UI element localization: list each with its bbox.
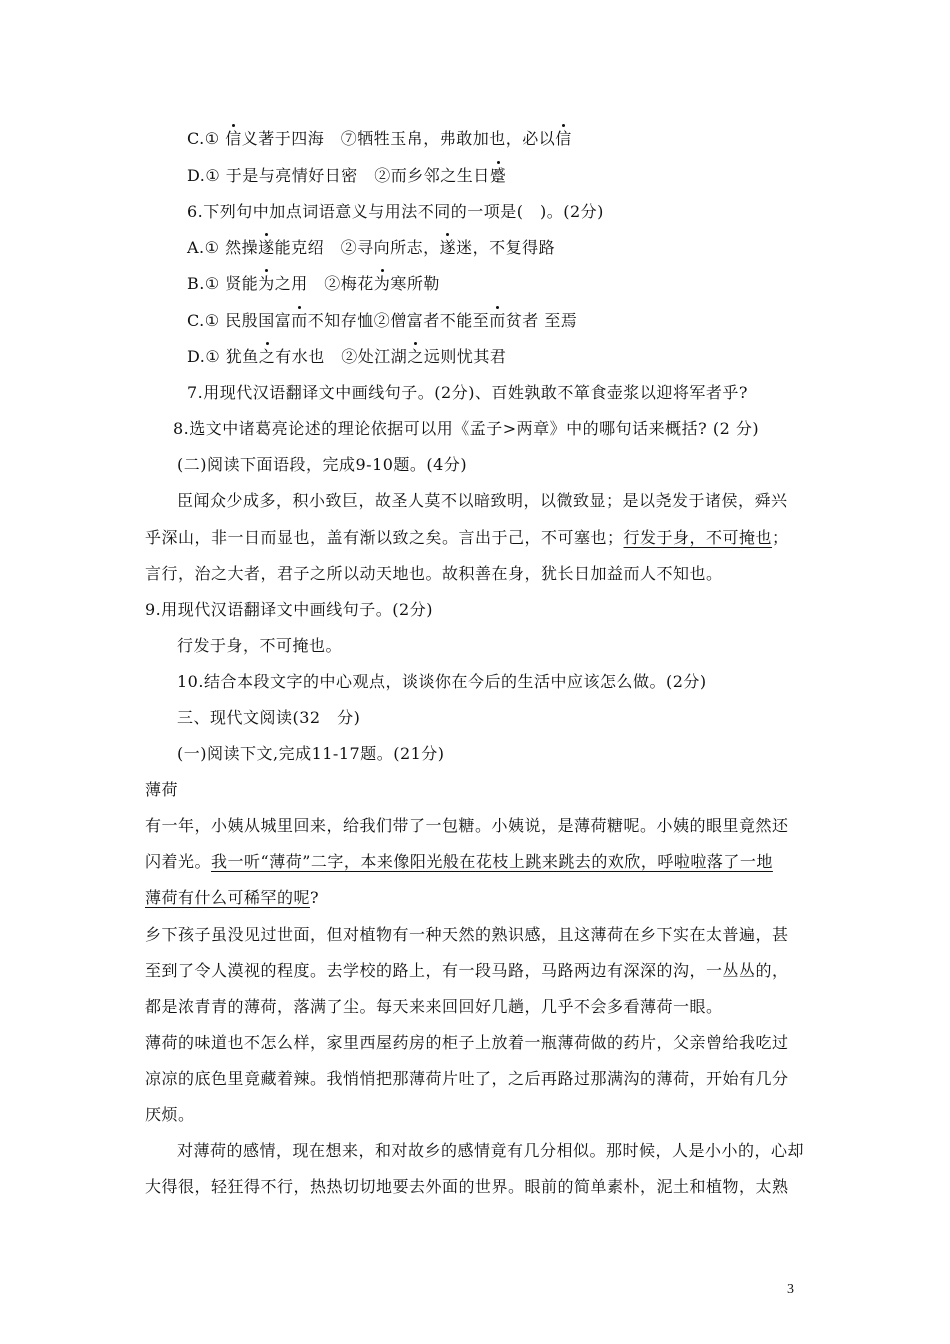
line-text: 8.选文中诸葛亮论述的理论依据可以用《孟子>两章》中的哪句话来概括? (2 分) (173, 419, 760, 438)
line-text: 厌烦。 (145, 1105, 195, 1124)
option-d-line (187, 165, 506, 187)
dotted-char: 之 (258, 347, 276, 366)
article-line (145, 851, 773, 873)
question-10 (177, 671, 707, 693)
article-line (145, 1176, 789, 1198)
option-c-line (187, 128, 572, 150)
article-line (145, 996, 723, 1018)
line-text: 乎深山，非一日而显也，盖有渐以致之矣。言出于己，不可塞也； (145, 528, 624, 547)
question-8 (173, 418, 759, 440)
line-text: (二)阅读下面语段，完成9-10题。(4分) (177, 455, 468, 474)
section-2-heading (177, 454, 467, 476)
line-text: 不知存恤②僧富者不能至 (307, 311, 490, 330)
line-text: 贫者 至焉 (505, 311, 578, 330)
line-text: 臣闻众少成多，积小致巨，故圣人莫不以暗致明，以微致显；是以尧发于诸侯，舜兴 (177, 491, 788, 510)
line-text: 言行，治之大者，君子之所以动天地也。故积善在身，犹长日加益而人不知也。 (145, 564, 723, 583)
dotted-char: 为 (373, 274, 391, 293)
line-text: 之用 ②梅花 (274, 274, 374, 293)
line-text: 7.用现代汉语翻译文中画线句子。(2分)、百姓孰敢不箪食壶浆以迎将军者乎? (187, 383, 749, 402)
q6-option-d (187, 346, 506, 368)
passage-line (145, 527, 789, 549)
dotted-char: 遂 (439, 238, 457, 257)
line-text: 乡下孩子虽没见过世面，但对植物有一种天然的熟识感，且这薄荷在乡下实在太普遍，甚 (145, 925, 789, 944)
passage-line (145, 563, 723, 585)
page-number: 3 (787, 1282, 794, 1297)
line-text: 凉凉的底色里竟藏着辣。我悄悄把那薄荷片吐了，之后再路过那满沟的薄荷，开始有几分 (145, 1069, 789, 1088)
line-text: 三、现代文阅读(32 分) (177, 708, 361, 727)
line-text: D.① 犹鱼 (187, 347, 259, 366)
dotted-char: 而 (489, 311, 506, 330)
line-text: 大得很，轻狂得不行，热热切切地要去外面的世界。眼前的简单素朴，泥土和植物，太熟 (145, 1177, 789, 1196)
line-text: 对薄荷的感情，现在想来，和对故乡的感情竟有几分相似。那时候，人是小小的，心却 (177, 1141, 805, 1160)
dotted-char: 信 (225, 129, 242, 148)
line-text: C.① 民殷国富 (187, 311, 292, 330)
line-text: 远则忧其君 (423, 347, 507, 366)
passage-line (177, 490, 788, 512)
line-text: 9.用现代汉语翻译文中画线句子。(2分) (145, 600, 433, 619)
q6-option-b (187, 273, 440, 295)
dotted-char: 蹙 (489, 166, 507, 185)
dotted-char: 之 (407, 347, 424, 366)
line-text: 薄荷的味道也不怎么样，家里西屋药房的柜子上放着一瓶薄荷做的药片，父亲曾给我吃过 (145, 1033, 789, 1052)
dotted-char: 而 (291, 311, 308, 330)
article-title (145, 779, 178, 801)
line-text: (一)阅读下文,完成11-17题。(21分) (177, 744, 445, 763)
line-text: 至到了令人漠视的程度。去学校的路上，有一段马路，马路两边有深深的沟，一丛丛的， (145, 961, 789, 980)
line-text: 薄荷 (145, 780, 179, 799)
line-text: 有水也 ②处江湖 (275, 347, 408, 366)
question-6 (187, 201, 604, 223)
article-line (145, 1104, 195, 1126)
question-9 (145, 599, 433, 621)
line-text: 行发于身，不可掩也。 (177, 636, 343, 655)
line-text: D.① 于是与亮情好日密 ②而乡邻之生日 (187, 166, 490, 185)
line-text: 6.下列句中加点词语意义与用法不同的一项是( )。(2分) (187, 202, 604, 221)
q6-option-c (187, 310, 577, 332)
underlined-sentence: 薄荷有什么可稀罕的呢 (145, 888, 311, 907)
article-line (145, 815, 789, 837)
article-line (145, 1032, 789, 1054)
line-text: 迷，不复得路 (456, 238, 556, 257)
q6-option-a (187, 237, 555, 259)
article-line (145, 1068, 789, 1090)
article-line (145, 887, 319, 909)
line-text: 都是浓青青的薄荷，落满了尘。每天来来回回好几趟，几乎不会多看薄荷一眼。 (145, 997, 723, 1016)
line-text: 有一年，小姨从城里回来，给我们带了一包糖。小姨说，是薄荷糖呢。小姨的眼里竟然还 (145, 816, 789, 835)
line-text: ? (310, 888, 320, 907)
line-text: 闪着光。 (145, 852, 212, 871)
section-3-heading (177, 707, 360, 729)
underlined-sentence: 行发于身，不可掩也 (623, 528, 773, 547)
article-line (145, 924, 789, 946)
line-text: 10.结合本段文字的中心观点，谈谈你在今后的生活中应该怎么做。(2分) (177, 672, 707, 691)
article-line (177, 1140, 804, 1162)
article-line (145, 960, 789, 982)
line-text: 能克绍 ②寻向所志， (274, 238, 440, 257)
line-text: C.① (187, 129, 226, 148)
question-7 (187, 382, 748, 404)
dotted-char: 为 (258, 274, 275, 293)
line-text: B.① 贤能 (187, 274, 259, 293)
underlined-sentence: 我一听“薄荷”二字，本来像阳光般在花枝上跳来跳去的欢欣，呼啦啦落了一地 (211, 852, 773, 871)
line-text: A.① 然操 (187, 238, 259, 257)
line-text: 寒所勒 (390, 274, 440, 293)
reading-1-heading (177, 743, 445, 765)
line-text: 义著于四海 ⑦牺牲玉帛，弗敢加也，必以 (241, 129, 556, 148)
line-text: ； (772, 528, 789, 547)
question-9-sentence (177, 635, 342, 657)
dotted-char: 信 (555, 129, 572, 148)
dotted-char: 遂 (258, 238, 275, 257)
